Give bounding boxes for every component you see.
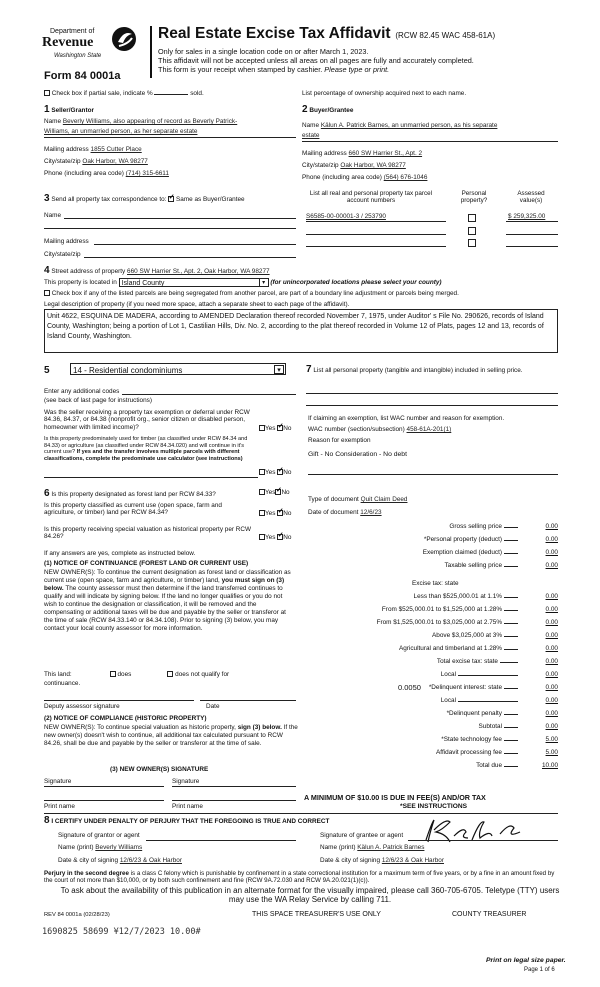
timber-question-text: Is this property predominately used for timber (as classified under RCW 84.34 and 84.33) or agriculture (as classified under RCW 84.34.020) and will continue in it's current use? — [44, 436, 248, 456]
seller-phone-value[interactable]: (714) 315-6611 — [125, 170, 169, 177]
forest-yes-no — [259, 489, 290, 496]
no-label: No — [283, 510, 292, 517]
assessed-value-1[interactable]: $ 259,325.00 — [508, 213, 546, 220]
additional-codes-line — [122, 394, 296, 395]
list-percentage-note: List percentage of ownership acquired next to each name. — [302, 90, 467, 97]
partial-sale-row — [44, 90, 204, 97]
compliance-body — [44, 724, 300, 748]
tax-row-label: Total due — [476, 762, 502, 769]
seller-name-row — [44, 118, 237, 125]
owner-sig-heading: (3) NEW OWNER(S) SIGNATURE — [110, 766, 209, 773]
does-checkbox[interactable] — [110, 671, 116, 677]
exemption-no-checkbox[interactable] — [277, 425, 283, 431]
grantee-date-row — [320, 857, 444, 864]
tax-row-value[interactable]: 10.00 — [542, 762, 558, 769]
continuance-text-2: The county assessor must then determine if the land transferred continues to qualify and will indicate by signing below. If the land no longer qualifies or you do not wish to continue the designation or classification, it will be removed and the compensating or additional taxes will be due and payable by the seller or transferor at the time of sale (RCW 84.33.140 or 84.34.108). Prior to signing (3) below, you may contact your local county assessor for more information. — [44, 584, 286, 632]
yes-label: Yes — [265, 534, 276, 541]
grantor-name-label: Name (print) — [58, 844, 94, 851]
tax-row-label: Above $3,025,000 at 3% — [432, 632, 502, 639]
seller-heading — [44, 104, 94, 116]
tax-row — [300, 684, 558, 691]
personal-property-line-2 — [306, 405, 558, 406]
continuance-label: continuance. — [44, 680, 81, 687]
tax-row — [300, 593, 558, 600]
additional-codes-label: Enter any additional codes — [44, 388, 120, 395]
see-instructions-note: *SEE INSTRUCTIONS — [400, 803, 468, 810]
additional-codes-note: (see back of last page for instructions) — [44, 397, 152, 404]
treasurer-use-label: THIS SPACE TREASURER'S USE ONLY — [252, 911, 381, 918]
tax-row-leader — [458, 675, 518, 676]
current-use-no-checkbox[interactable] — [277, 510, 283, 516]
correspondence-label: Send all property tax correspondence to: — [51, 196, 167, 203]
section-6-number: 6 — [44, 488, 50, 499]
buyer-heading-label: Buyer/Grantee — [309, 107, 354, 114]
tax-row-value[interactable]: 0.00 — [545, 684, 558, 691]
tax-row-label: *Delinquent interest: state — [428, 684, 502, 691]
form-title-ref: (RCW 82.45 WAC 458-61A) — [395, 31, 496, 40]
tax-row-value[interactable]: 0.00 — [545, 645, 558, 652]
grantee-name-value[interactable]: Kälun A. Patrick Barnes — [357, 844, 425, 851]
personal-property-col-header: Personal property? — [460, 190, 488, 205]
tax-row-label: Less than $525,000.01 at 1.1% — [413, 593, 502, 600]
no-label: No — [283, 469, 292, 476]
seller-name-underline — [44, 137, 296, 138]
street-label: Street address of property — [51, 268, 126, 275]
buyer-city-label: City/state/zip — [302, 162, 339, 169]
seller-mail-row — [44, 146, 142, 153]
s3-city-row — [44, 251, 81, 258]
tax-row-leader — [500, 662, 518, 663]
any-yes-note: If any answers are yes, complete as instructed below. — [44, 550, 196, 557]
grantee-name-row — [320, 844, 424, 851]
tax-row-value[interactable]: 5.00 — [545, 749, 558, 756]
grantor-sig-line[interactable] — [146, 840, 296, 841]
tax-row-leader — [504, 566, 518, 567]
forest-question — [44, 488, 216, 500]
doc-date-label: Date of document — [308, 509, 359, 516]
parcel-line-1 — [306, 221, 446, 222]
s3-name-row — [44, 212, 61, 219]
owner-sig-line-2 — [172, 786, 296, 787]
legal-description-text: Unit 4622, ESQUINA DE MADERA, according to AMENDED Declaration thereof recorded November 7, 1975, under Auditor' s File No. 290626, records of Island County, Washington; being a portion of Lot 1, Castilian Hills, Div. No. 2, according to the plat thereof recorded in Volume 12 of Plats, pages 12 and 13, records of Island County, Washington. — [47, 313, 544, 341]
grantee-sig-line[interactable] — [408, 840, 558, 841]
seller-city-row — [44, 158, 148, 165]
s3-name-line-2 — [44, 228, 296, 229]
seller-mail-value[interactable]: 1855 Cutter Place — [90, 146, 142, 153]
tax-row-label: From $525,000.01 to $1,525,000 at 1.28% — [381, 606, 502, 613]
historic-yes-no — [259, 534, 291, 541]
tax-row-value[interactable]: 0.00 — [545, 536, 558, 543]
deputy-date-line — [200, 700, 296, 701]
grantee-sig-row — [320, 832, 403, 839]
grantor-name-value[interactable]: Beverly Williams — [95, 844, 143, 851]
buyer-phone-label: Phone (including area code) — [302, 174, 382, 181]
tax-row-value[interactable]: 0.00 — [545, 710, 558, 717]
this-land-label: This land: — [44, 671, 72, 678]
buyer-phone-row — [302, 174, 427, 181]
seller-name-line-2[interactable]: Williams, an unmarried person, as her separate estate — [44, 128, 198, 135]
cashier-stamp: 1690825 58699 ¥12/7/2023 10.00# — [42, 927, 201, 937]
legal-label: Legal description of property (if you need more space, attach a separate sheet to each page of the affidavit). — [44, 301, 350, 308]
historic-question: Is this property receiving special valuation as historical property per RCW 84.26? — [44, 526, 252, 541]
revenue-label: Revenue — [42, 35, 94, 50]
no-label: No — [283, 534, 292, 541]
street-row — [44, 265, 270, 277]
certification-row — [44, 815, 329, 827]
form-number: Form 84 0001a — [44, 70, 121, 82]
tax-row-leader — [504, 610, 518, 611]
seller-phone-row — [44, 170, 169, 177]
does-not-checkbox[interactable] — [167, 671, 173, 677]
grantee-name-label: Name (print) — [320, 844, 356, 851]
perjury-notice — [44, 870, 558, 884]
tax-row-leader — [504, 623, 518, 624]
street-value[interactable]: 660 SW Harrier St., Apt. 2, Oak Harbor, WA 98277 — [127, 268, 270, 275]
availability-notice: To ask about the availability of this publication in an alternate format for the visually impaired, please call 360-705-6705. Teletype (TTY) users may use the WA Relay Service by calling 711. — [60, 886, 560, 904]
excise-tax-state-label: Excise tax: state — [412, 580, 459, 587]
county-treasurer-label: COUNTY TREASURER — [452, 911, 527, 918]
tax-row-label: Taxable selling price — [444, 562, 502, 569]
reason-value[interactable]: Gift - No Consideration - No debt — [308, 451, 407, 458]
state-label: Washington State — [54, 53, 102, 59]
seller-city-label: City/state/zip — [44, 158, 81, 165]
minimum-due-note: A MINIMUM OF $10.00 IS DUE IN FEE(S) AND/OR TAX — [304, 793, 486, 802]
tax-row-leader — [504, 527, 518, 528]
revision-label: REV 84 0001a (02/28/23) — [44, 912, 110, 918]
deputy-sig-line — [44, 700, 194, 701]
tax-row — [300, 632, 558, 639]
buyer-mail-label: Mailing address — [302, 150, 347, 157]
tax-row — [300, 671, 558, 678]
section-8-number: 8 — [44, 815, 50, 826]
land-qualify-row — [44, 671, 229, 678]
tax-row-value[interactable]: 0.00 — [545, 593, 558, 600]
tax-row-label: *Delinquent penalty — [446, 710, 502, 717]
county-value: Island County — [121, 279, 165, 287]
tax-row — [300, 762, 558, 769]
tax-row-label: Local — [440, 697, 456, 704]
continuance-body — [44, 569, 296, 633]
doc-type-row — [308, 496, 407, 503]
deputy-sig-label: Deputy assessor signature — [44, 703, 120, 710]
continuance-bold: you must sign on (3) below. — [44, 576, 285, 592]
s3-mail-line — [94, 244, 296, 245]
correspondence-row — [44, 193, 245, 205]
tax-row-label: *Personal property (deduct) — [423, 536, 502, 543]
compliance-heading: (2) NOTICE OF COMPLIANCE (HISTORIC PROPERTY) — [44, 715, 207, 722]
tax-row — [300, 658, 558, 665]
same-as-buyer-checkbox[interactable] — [168, 196, 174, 202]
grantee-date-value[interactable]: 12/6/23 & Oak Harbor — [381, 857, 444, 864]
buyer-mail-value[interactable]: 660 SW Harrier St., Apt. 2 — [348, 150, 423, 157]
dor-logo — [42, 26, 142, 66]
wac-row — [308, 426, 451, 433]
tax-row — [300, 536, 558, 543]
owner-sig-line-1 — [44, 786, 164, 787]
property-use-value: 14 - Residential condominiums — [73, 365, 183, 375]
tax-row-value[interactable]: 0.00 — [545, 697, 558, 704]
compliance-bold: sign (3) below. — [237, 724, 282, 731]
tax-row — [300, 549, 558, 556]
grantor-name-row — [58, 844, 142, 851]
yes-label: Yes — [265, 489, 276, 496]
personal-property-checkbox-1[interactable] — [468, 214, 476, 222]
tax-row-value[interactable]: 0.00 — [545, 723, 558, 730]
personal-property-row — [306, 364, 558, 376]
tax-row — [300, 723, 558, 730]
yes-label: Yes — [265, 510, 276, 517]
segregate-label: Check box if any of the listed parcels are being segregated from another parcel, are part of a boundary line adjustment or parcels being merged. — [51, 290, 459, 297]
no-label: No — [283, 425, 292, 432]
tax-row-value[interactable]: 0.00 — [545, 632, 558, 639]
dor-logo-mark-icon — [110, 26, 138, 52]
value-line-2 — [506, 234, 558, 235]
does-label: does — [117, 671, 132, 678]
seller-name-line-1[interactable]: Beverly Williams, also appearing of record as Beverly Patrick- — [62, 118, 238, 125]
legal-description-box[interactable] — [44, 309, 558, 353]
tax-row-leader — [504, 714, 518, 715]
timber-question-note: If yes and the transfer involves multiple parcels with different classifications, complete the predominate use calculator (see instructions) — [44, 449, 243, 463]
tax-row-leader — [504, 740, 518, 741]
header-divider — [150, 26, 152, 78]
tax-row-label: Gross selling price — [449, 523, 502, 530]
wac-label: WAC number (section/subsection) — [308, 426, 405, 433]
s3-name-line — [64, 218, 296, 219]
grantor-sig-label: Signature of grantor or agent — [58, 832, 140, 839]
grantor-date-value[interactable]: 12/6/23 & Oak Harbor — [119, 857, 182, 864]
yes-label: Yes — [265, 469, 276, 476]
compliance-text-1: NEW OWNER(S): To continue special valuation as historic property, — [44, 724, 236, 731]
form-title-row — [158, 25, 495, 43]
tax-row — [300, 562, 558, 569]
perjury-text: is a class C felony which is punishable by confinement in a state correctional institution for a maximum term of five years, or by a fine in an amount fixed by the court of not more than $10,000, or by both such confinement and fine (RCW 9A.72.030 and RCW 9A.20.021(1)(c)). — [44, 870, 555, 885]
partial-sale-label: Check box if partial sale, indicate % — [51, 90, 153, 97]
grantor-sig-row — [58, 832, 140, 839]
s3-city-line — [84, 257, 296, 258]
tax-row-leader — [504, 727, 518, 728]
parcel-line-2 — [306, 234, 446, 235]
tax-row — [300, 606, 558, 613]
owner-print-label-1: Print name — [44, 803, 75, 810]
forest-no-checkbox[interactable] — [275, 489, 281, 495]
section-1-number: 1 — [44, 104, 50, 115]
section-7-number: 7 — [306, 364, 312, 375]
chevron-down-icon: ▾ — [259, 279, 268, 287]
grantor-date-label: Date & city of signing — [58, 857, 119, 864]
tax-row-label: Total excise tax: state — [436, 658, 498, 665]
assessed-value-col-header: Assessed value(s) — [517, 190, 545, 205]
yes-label: Yes — [265, 425, 276, 432]
county-select[interactable] — [119, 278, 269, 287]
tax-row-value[interactable]: 5.00 — [545, 736, 558, 743]
segregate-checkbox[interactable] — [44, 290, 50, 296]
tax-row — [300, 619, 558, 626]
s3-city-label: City/state/zip — [44, 251, 81, 258]
forest-question-text: Is this property designated as forest land per RCW 84.33? — [51, 491, 216, 498]
compliance-text-2: If the new owner(s) doesn't wish to continue, all additional tax calculated pursuant to RCW 84.26, shall be due and payable by the seller or transferor at the time of sale. — [44, 724, 298, 747]
tax-row-leader — [504, 766, 518, 767]
reason-label: Reason for exemption — [308, 437, 371, 444]
grantee-date-label: Date & city of signing — [320, 857, 381, 864]
tax-row-leader — [504, 597, 518, 598]
no-label: No — [281, 489, 290, 496]
exemption-intro: If claiming an exemption, list WAC number and reason for exemption. — [308, 415, 505, 422]
tax-row — [300, 697, 558, 704]
seller-phone-label: Phone (including area code) — [44, 170, 124, 177]
tax-row-label: Agricultural and timberland at 1.28% — [398, 645, 502, 652]
doc-type-value[interactable]: Quit Claim Deed — [360, 496, 408, 503]
owner-print-label-2: Print name — [172, 803, 203, 810]
tax-row-leader — [504, 688, 518, 689]
header-line-3 — [158, 66, 389, 74]
tax-row — [300, 736, 558, 743]
seller-heading-label: Seller/Grantor — [51, 107, 94, 114]
s3-mail-label: Mailing address — [44, 238, 89, 245]
tax-row-label: Local — [440, 671, 456, 678]
exemption-yes-no — [259, 425, 291, 432]
owner-print-line-1 — [44, 800, 164, 801]
personal-property-line-1 — [306, 393, 558, 394]
tax-row — [300, 523, 558, 530]
county-note: (for unincorporated locations please select your county) — [270, 279, 442, 287]
property-use-select[interactable] — [70, 363, 286, 375]
wac-value[interactable]: 458-61A-201(1) — [406, 426, 452, 433]
receipt-note: This form is your receipt when stamped by cashier. — [158, 65, 323, 74]
doc-date-row — [308, 509, 382, 516]
s3-mail-row — [44, 238, 89, 245]
tax-row — [300, 645, 558, 652]
section-5-number: 5 — [44, 365, 50, 376]
deputy-date-label: Date — [206, 703, 220, 710]
buyer-city-row — [302, 162, 406, 169]
continuance-heading: (1) NOTICE OF CONTINUANCE (FOREST LAND OR CURRENT USE) — [44, 560, 249, 567]
buyer-name-label: Name — [302, 122, 320, 129]
continuance-text-1: NEW OWNER(S): To continue the current designation as forest land or classification as current use (open space, farm and agriculture, or timber) land, — [44, 569, 291, 584]
tax-row-leader — [504, 636, 518, 637]
timber-yes-no — [259, 469, 291, 476]
same-as-buyer-label: Same as Buyer/Grantee — [176, 196, 245, 203]
dept-label: Department of — [50, 28, 95, 35]
form-title: Real Estate Excise Tax Affidavit — [158, 25, 391, 42]
cert-divider-top — [44, 813, 558, 814]
seller-name-label: Name — [44, 118, 62, 125]
personal-property-label: List all personal property (tangible and intangible) included in selling price. — [313, 367, 523, 374]
timber-underline — [44, 477, 258, 478]
tax-row-value[interactable]: 0.00 — [545, 523, 558, 530]
owner-sig-label-2: Signature — [172, 778, 200, 785]
tax-row-value[interactable]: 0.00 — [545, 562, 558, 569]
header-line-2: This affidavit will not be accepted unless all areas on all pages are fully and accurately completed. — [158, 56, 474, 65]
s5-row — [44, 365, 50, 377]
tax-row-value[interactable]: 0.00 — [545, 549, 558, 556]
tax-row-leader — [504, 649, 518, 650]
personal-property-checkbox-2[interactable] — [468, 227, 476, 235]
current-use-yes-no — [259, 510, 291, 517]
partial-sale-checkbox[interactable] — [44, 90, 50, 96]
page-number: Page 1 of 6 — [524, 967, 555, 973]
tax-row-label: Affidavit processing fee — [436, 749, 502, 756]
tax-row-leader — [504, 540, 518, 541]
tax-row-leader — [458, 701, 518, 702]
reason-line — [308, 474, 558, 475]
tax-row-label: *State technology fee — [441, 736, 502, 743]
tax-row — [300, 749, 558, 756]
buyer-name-line-2[interactable]: estate — [302, 132, 320, 139]
tax-row-leader — [504, 753, 518, 754]
parcel-line-3 — [306, 246, 446, 247]
county-row — [44, 278, 442, 287]
certification-label: I CERTIFY UNDER PENALTY OF PERJURY THAT THE FOREGOING IS TRUE AND CORRECT — [51, 818, 330, 825]
grantor-date-row — [58, 857, 182, 864]
section-3-number: 3 — [44, 193, 50, 204]
section-4-number: 4 — [44, 265, 50, 276]
local-rate-value[interactable]: 0.0050 — [398, 683, 421, 692]
segregate-row — [44, 290, 459, 297]
chevron-down-icon: ▾ — [274, 365, 284, 374]
seller-mail-label: Mailing address — [44, 146, 89, 153]
value-line-1 — [506, 221, 558, 222]
personal-property-checkbox-3[interactable] — [468, 239, 476, 247]
s3-name-label: Name — [44, 212, 62, 219]
buyer-name-underline — [302, 141, 558, 142]
doc-type-label: Type of document — [308, 496, 359, 503]
parcel-number-1[interactable]: S6585-00-00001-3 / 253790 — [306, 213, 386, 220]
value-line-3 — [506, 246, 558, 247]
does-not-label: does not qualify for — [175, 671, 230, 678]
buyer-mail-row — [302, 150, 422, 157]
grantee-sig-label: Signature of grantee or agent — [320, 832, 404, 839]
doc-date-value[interactable]: 12/6/23 — [360, 509, 382, 516]
tax-row-label: Exemption claimed (deduct) — [422, 549, 502, 556]
header-line-1: Only for sales in a single location code on or after March 1, 2023. — [158, 47, 369, 56]
buyer-name-row — [302, 122, 497, 129]
buyer-phone-value[interactable]: (564) 676-1046 — [383, 174, 428, 181]
tax-row-value[interactable]: 0.00 — [545, 606, 558, 613]
owner-sig-label-1: Signature — [44, 778, 72, 785]
historic-no-checkbox[interactable] — [277, 534, 283, 540]
timber-no-checkbox[interactable] — [277, 469, 283, 475]
buyer-name-line-1[interactable]: Kälun A. Patrick Barnes, an unmarried person, as his separate — [320, 122, 498, 129]
tax-row-leader — [504, 553, 518, 554]
tax-row-label: Subtotal — [478, 723, 502, 730]
owner-print-line-2 — [172, 800, 296, 801]
additional-codes-row — [44, 388, 119, 395]
current-use-question: Is this property classified as current use (open space, farm and agriculture, or timber) land per RCW 84.34? — [44, 502, 222, 517]
tax-row-value[interactable]: 0.00 — [545, 671, 558, 678]
parcel-col-header: List all real and personal property tax parcel account numbers — [309, 190, 433, 205]
tax-row — [300, 710, 558, 717]
buyer-city-value[interactable]: Oak Harbor, WA 98277 — [340, 162, 406, 169]
seller-city-value[interactable]: Oak Harbor, WA 98277 — [82, 158, 148, 165]
section-2-number: 2 — [302, 104, 308, 115]
buyer-heading — [302, 104, 353, 116]
tax-row-value[interactable]: 0.00 — [545, 619, 558, 626]
tax-row-value[interactable]: 0.00 — [545, 658, 558, 665]
partial-sold-label: sold. — [190, 90, 204, 97]
type-print-note: Please type or print. — [324, 65, 390, 74]
perjury-bold: Perjury in the second degree — [44, 870, 129, 877]
exemption-question: Was the seller receiving a property tax exemption or deferral under RCW 84.36, 84.37, or 84.38 (nonprofit org., senior citizen or disabled person, homeowner with limited income)? — [44, 409, 250, 431]
legal-paper-note: Print on legal size paper. — [486, 957, 566, 964]
timber-question — [44, 436, 258, 463]
tax-row-label: From $1,525,000.01 to $3,025,000 at 2.75% — [376, 619, 502, 626]
county-label: This property is located in — [44, 279, 117, 287]
